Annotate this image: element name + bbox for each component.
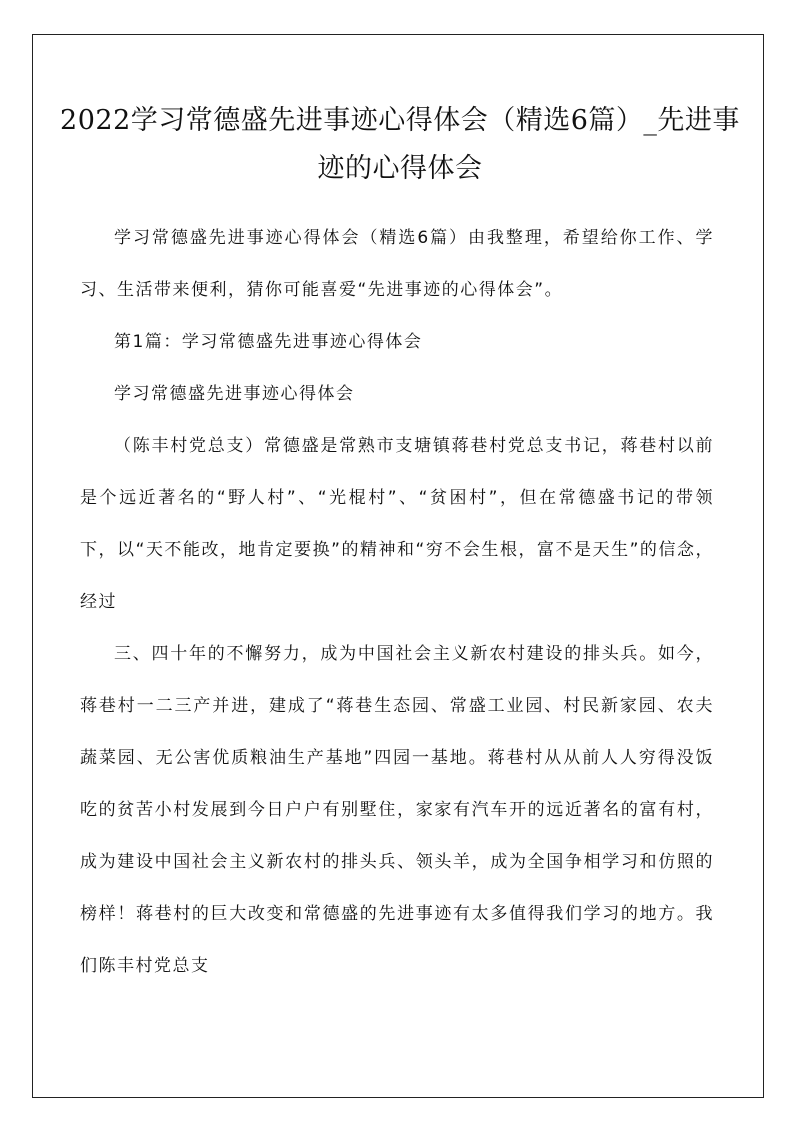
body-paragraph: （陈丰村党总支）常德盛是常熟市支塘镇蒋巷村党总支书记，蒋巷村以前是个远近著名的“野人村”、“光棍村”、“贫困村”，但在常德盛书记的带领下，以“天不能改，地肯定要换”的精神和“穷不会生根，富不是天生”的信念，经过 [80, 436, 714, 612]
body-paragraph: 三、四十年的不懈努力，成为中国社会主义新农村建设的排头兵。如今，蒋巷村一二三产并进，建成了“蒋巷生态园、常盛工业园、村民新家园、农夫蔬菜园、无公害优质粮油生产基地”四园一基地。蒋巷村从从前人人穷得没饭吃的贫苦小村发展到今日户户有别墅住，家家有汽车开的远近著名的富有村，成为建设中国社会主义新农村的排头兵、领头羊，成为全国争相学习和仿照的榜样！蒋巷村的巨大改变和常德盛的先进事迹有太多值得我们学习的地方。我们陈丰村党总支 [80, 644, 714, 976]
section-heading: 第1篇：学习常德盛先进事迹心得体会 [114, 332, 423, 352]
article-title: 学习常德盛先进事迹心得体会 [114, 384, 355, 404]
intro-paragraph: 学习常德盛先进事迹心得体会（精选6篇）由我整理，希望给你工作、学习、生活带来便利，猜你可能喜爱“先进事迹的心得体会”。 [80, 228, 714, 300]
document-title: 2022学习常德盛先进事迹心得体会（精选6篇）_先进事迹的心得体会 [60, 105, 740, 184]
document-body [80, 212, 714, 992]
